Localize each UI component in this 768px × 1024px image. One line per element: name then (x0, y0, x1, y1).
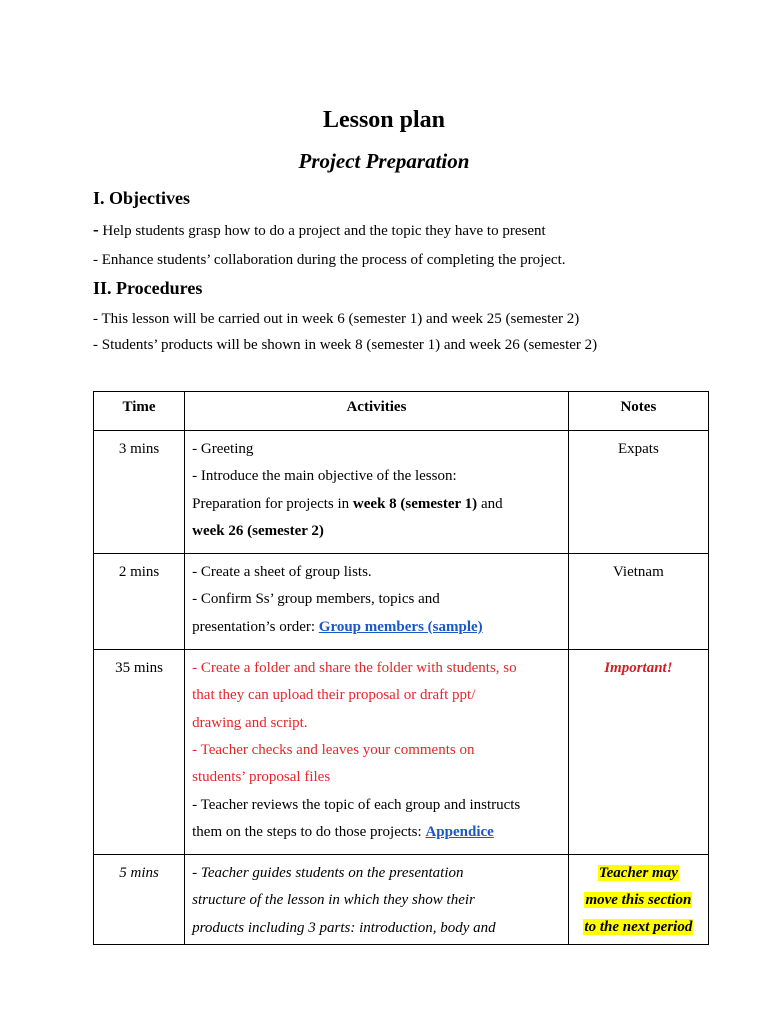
procedure-item-1: - This lesson will be carried out in week 6 (semester 1) and week 25 (semester 2) (93, 311, 580, 327)
activity-line: - Teacher guides students on the presentation (192, 865, 464, 882)
objective-item-1-text: Help students grasp how to do a project and the topic they have to present (102, 223, 546, 239)
activity-text: Preparation for projects in (192, 495, 353, 512)
table-row (94, 650, 709, 855)
activity-line: - Greeting (192, 441, 254, 457)
row-activities (185, 554, 569, 650)
activity-line (192, 491, 562, 518)
activity-bold-text: week 26 (semester 2) (192, 522, 324, 539)
activity-bold-text: week 8 (semester 1) (352, 495, 478, 512)
activity-line: - Create a folder and share the folder with students, so (192, 660, 517, 677)
activity-text: and (477, 495, 503, 512)
row-activities (185, 855, 569, 945)
header-time: Time (94, 392, 185, 431)
appendice-link[interactable]: Appendice (425, 823, 494, 840)
activity-line: - Create a sheet of group lists. (192, 564, 372, 581)
row-time: 2 mins (94, 554, 185, 650)
highlighted-note: move this section (585, 892, 692, 909)
page-title: Lesson plan (322, 107, 446, 133)
row-activities (185, 431, 569, 554)
group-members-link[interactable]: Group members (sample) (318, 618, 483, 635)
activity-line: - Confirm Ss’ group members, topics and (192, 591, 440, 608)
row-notes: Expats (568, 431, 708, 554)
row-time: 5 mins (94, 855, 185, 945)
table-row (94, 855, 709, 945)
table-row (94, 431, 709, 554)
activity-line: that they can upload their proposal or draft ppt/ (192, 687, 476, 704)
row-time: 35 mins (94, 650, 185, 855)
activity-line (192, 819, 562, 846)
activity-line (192, 518, 562, 545)
table-header-row (94, 392, 709, 431)
highlighted-note: to the next period (584, 919, 693, 936)
activity-text: them on the steps to do those projects: (192, 823, 426, 840)
objectives-heading: I. Objectives (93, 188, 190, 208)
objective-item-2: - Enhance students’ collaboration during the process of completing the project. (93, 252, 566, 268)
row-notes (568, 855, 708, 945)
row-activities (185, 650, 569, 855)
header-notes: Notes (568, 392, 708, 431)
activity-line: - Teacher reviews the topic of each group and instructs (192, 796, 521, 813)
header-activities: Activities (185, 392, 569, 431)
activity-line: drawing and script. (192, 714, 308, 731)
table-row (94, 554, 709, 650)
procedures-heading: II. Procedures (93, 278, 203, 298)
objective-item-1: - Help students grasp how to do a project and the topic they have to present (93, 220, 546, 239)
activity-text: presentation’s order: (192, 618, 319, 635)
page-subtitle: Project Preparation (298, 149, 470, 173)
procedure-item-2: - Students’ products will be shown in week 8 (semester 1) and week 26 (semester 2) (93, 337, 598, 353)
highlighted-note: Teacher may (598, 865, 678, 882)
lesson-plan-table (93, 391, 709, 945)
activity-line (192, 614, 562, 641)
row-time: 3 mins (94, 431, 185, 554)
activity-line: - Introduce the main objective of the lesson: (192, 468, 457, 485)
activity-line: structure of the lesson in which they show their (192, 892, 475, 909)
important-note: Important! (604, 660, 673, 677)
activity-line: - Teacher checks and leaves your comments on (192, 741, 475, 758)
activity-line: products including 3 parts: introduction, body and (192, 919, 496, 936)
row-notes: Vietnam (568, 554, 708, 650)
row-notes (568, 650, 708, 855)
activity-line: students’ proposal files (192, 769, 331, 786)
